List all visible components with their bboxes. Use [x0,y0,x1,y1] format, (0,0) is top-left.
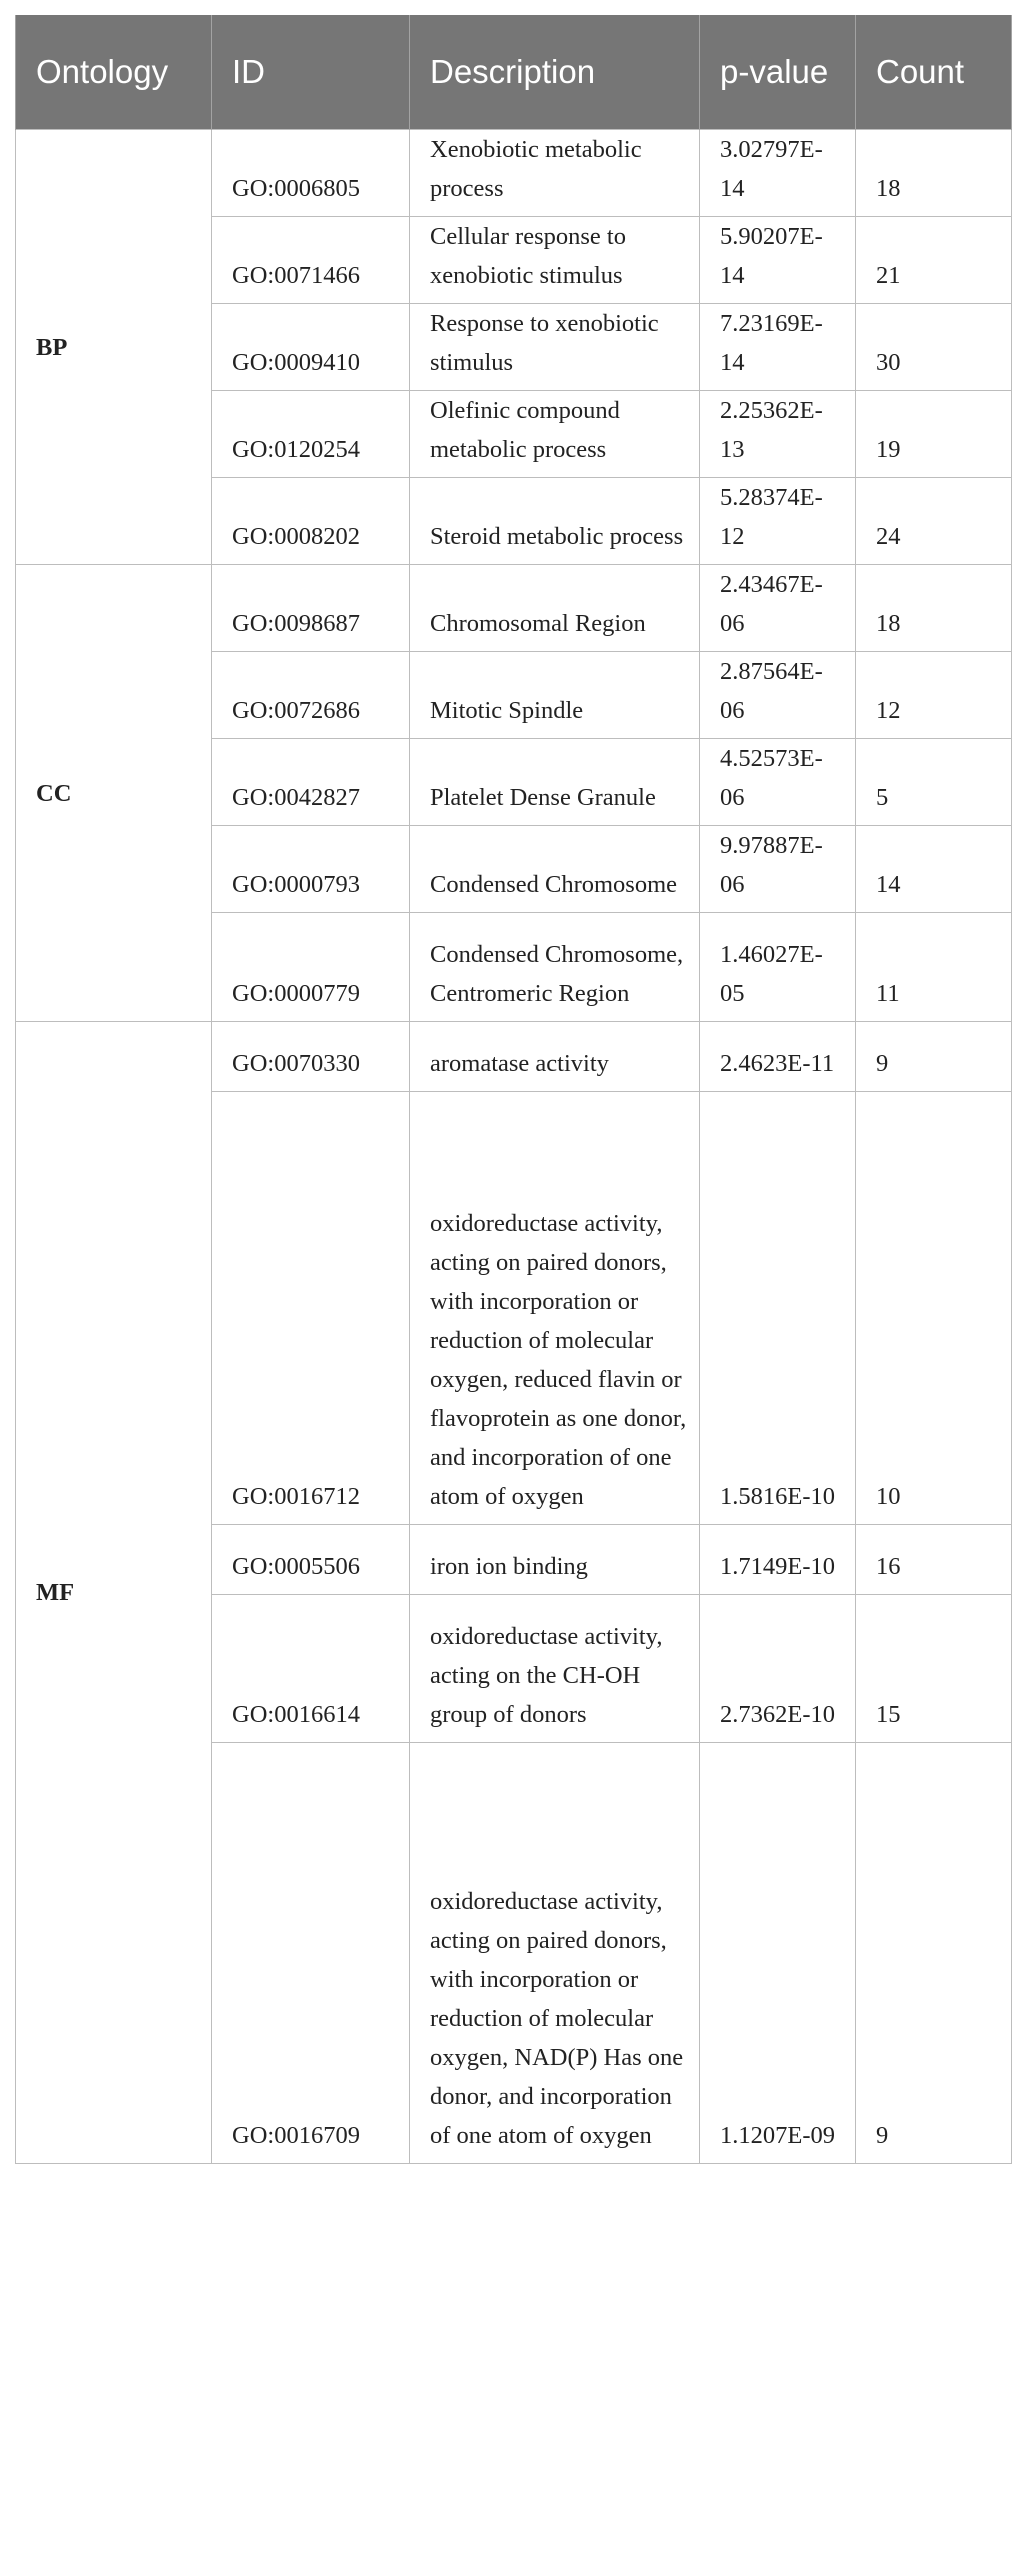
ontology-group-mf: MF [16,1022,212,2164]
description-cell: Condensed Chromosome, Centromeric Region [410,913,700,1022]
description-cell: aromatase activity [410,1022,700,1092]
go-id-cell: GO:0000779 [212,913,410,1022]
p-value-cell: 1.5816E-10 [700,1092,856,1525]
header-count: Count [856,15,1012,130]
count-cell: 30 [856,304,1012,391]
count-cell: 21 [856,217,1012,304]
p-value-cell: 1.46027E-05 [700,913,856,1022]
description-cell: Xenobiotic metabolic process [410,130,700,217]
p-value-cell: 2.25362E-13 [700,391,856,478]
p-value-cell: 2.43467E-06 [700,565,856,652]
description-cell: Olefinic compound metabolic process [410,391,700,478]
go-id-cell: GO:0009410 [212,304,410,391]
table-row [16,1022,1012,1092]
count-cell: 16 [856,1525,1012,1595]
count-cell: 15 [856,1595,1012,1743]
description-cell: Chromosomal Region [410,565,700,652]
p-value-cell: 5.28374E-12 [700,478,856,565]
go-id-cell: GO:0042827 [212,739,410,826]
p-value-cell: 5.90207E-14 [700,217,856,304]
description-cell: iron ion binding [410,1525,700,1595]
header-description: Description [410,15,700,130]
go-id-cell: GO:0120254 [212,391,410,478]
go-id-cell: GO:0000793 [212,826,410,913]
count-cell: 9 [856,1743,1012,2164]
table-row [16,130,1012,217]
header-row [16,15,1012,130]
count-cell: 18 [856,565,1012,652]
go-id-cell: GO:0008202 [212,478,410,565]
description-cell: oxidoreductase activity, acting on paired donors, with incorporation or reduction of molecular oxygen, reduced flavin or flavoprotein as one donor, and incorporation of one atom of oxygen [410,1092,700,1525]
description-cell: Cellular response to xenobiotic stimulus [410,217,700,304]
p-value-cell: 2.7362E-10 [700,1595,856,1743]
count-cell: 14 [856,826,1012,913]
p-value-cell: 4.52573E-06 [700,739,856,826]
description-cell: Response to xenobiotic stimulus [410,304,700,391]
ontology-group-cc: CC [16,565,212,1022]
description-cell: Condensed Chromosome [410,826,700,913]
table-row [16,565,1012,652]
description-cell: Mitotic Spindle [410,652,700,739]
p-value-cell: 9.97887E-06 [700,826,856,913]
count-cell: 19 [856,391,1012,478]
description-cell: Steroid metabolic process [410,478,700,565]
count-cell: 10 [856,1092,1012,1525]
go-id-cell: GO:0072686 [212,652,410,739]
go-id-cell: GO:0006805 [212,130,410,217]
p-value-cell: 2.87564E-06 [700,652,856,739]
go-enrichment-table [15,15,1012,2164]
count-cell: 12 [856,652,1012,739]
header-id: ID [212,15,410,130]
p-value-cell: 1.7149E-10 [700,1525,856,1595]
p-value-cell: 7.23169E-14 [700,304,856,391]
count-cell: 18 [856,130,1012,217]
description-cell: Platelet Dense Granule [410,739,700,826]
go-id-cell: GO:0016709 [212,1743,410,2164]
go-id-cell: GO:0070330 [212,1022,410,1092]
ontology-group-bp: BP [16,130,212,565]
go-id-cell: GO:0098687 [212,565,410,652]
p-value-cell: 3.02797E-14 [700,130,856,217]
count-cell: 5 [856,739,1012,826]
header-p-value: p-value [700,15,856,130]
header-ontology: Ontology [16,15,212,130]
go-id-cell: GO:0016614 [212,1595,410,1743]
count-cell: 9 [856,1022,1012,1092]
p-value-cell: 2.4623E-11 [700,1022,856,1092]
description-cell: oxidoreductase activity, acting on paired donors, with incorporation or reduction of molecular oxygen, NAD(P) Has one donor, and incorporation of one atom of oxygen [410,1743,700,2164]
count-cell: 24 [856,478,1012,565]
p-value-cell: 1.1207E-09 [700,1743,856,2164]
go-id-cell: GO:0005506 [212,1525,410,1595]
description-cell: oxidoreductase activity, acting on the CH-OH group of donors [410,1595,700,1743]
count-cell: 11 [856,913,1012,1022]
go-id-cell: GO:0016712 [212,1092,410,1525]
go-id-cell: GO:0071466 [212,217,410,304]
